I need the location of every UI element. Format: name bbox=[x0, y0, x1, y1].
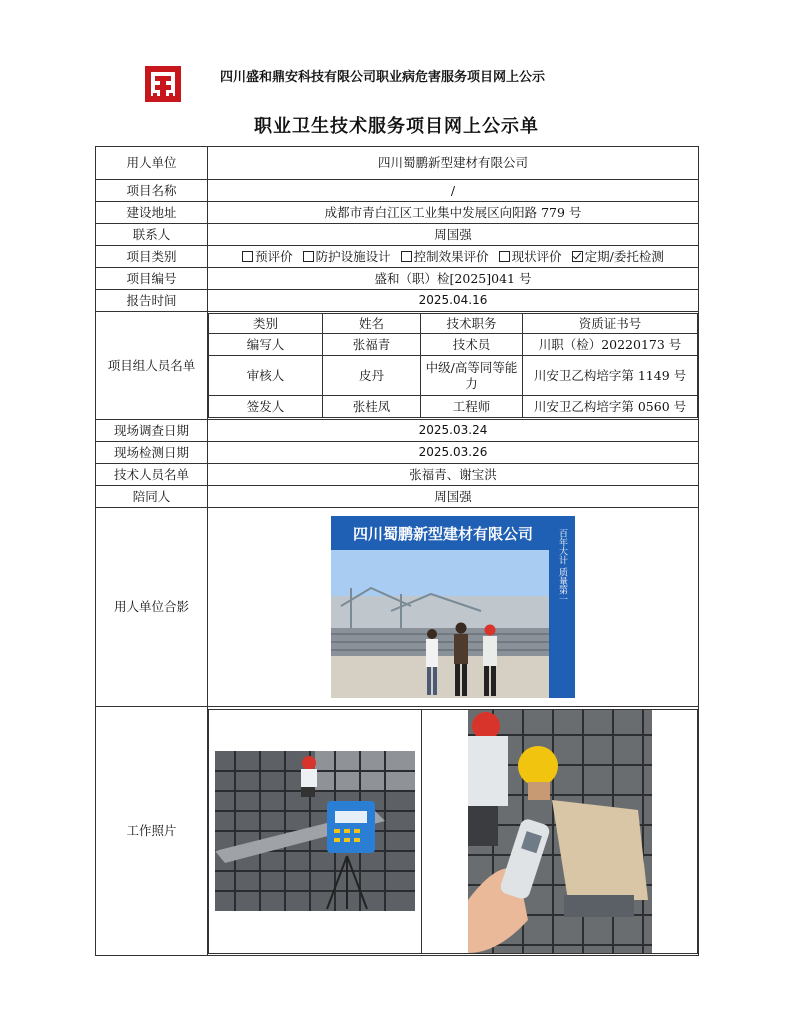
team-row bbox=[209, 396, 698, 418]
row-group-photo bbox=[96, 508, 699, 707]
company-logo bbox=[143, 64, 183, 104]
document-title: 职业卫生技术服务项目网上公示单 bbox=[254, 116, 539, 137]
pillar-slogan-text: 百年大计 质量第一 bbox=[557, 528, 567, 604]
work-photo-1 bbox=[215, 751, 415, 911]
row-category bbox=[96, 246, 699, 268]
label-contact: 联系人 bbox=[96, 224, 208, 246]
value-project-name: / bbox=[208, 180, 699, 202]
group-photo bbox=[331, 516, 575, 698]
label-project-name: 项目名称 bbox=[96, 180, 208, 202]
team-title: 技术员 bbox=[421, 334, 523, 356]
row-test-date bbox=[96, 442, 699, 464]
team-header: 资质证书号 bbox=[523, 314, 698, 334]
team-cert: 川安卫乙构培字第 1149 号 bbox=[523, 356, 698, 396]
label-technicians: 技术人员名单 bbox=[96, 464, 208, 486]
work-photos-cell bbox=[208, 707, 699, 956]
work-photo-cell-1 bbox=[209, 709, 422, 953]
team-header: 类别 bbox=[209, 314, 323, 334]
team-row bbox=[209, 356, 698, 396]
team-title: 中级/高等同等能力 bbox=[421, 356, 523, 396]
row-team bbox=[96, 312, 699, 420]
gate-sign-text: 四川蜀鹏新型建材有限公司 bbox=[352, 525, 534, 543]
value-employer: 四川蜀鹏新型建材有限公司 bbox=[208, 147, 699, 180]
team-name: 皮丹 bbox=[323, 356, 421, 396]
label-companion: 陪同人 bbox=[96, 486, 208, 508]
team-cert: 川职（检）20220173 号 bbox=[523, 334, 698, 356]
label-test-date: 现场检测日期 bbox=[96, 442, 208, 464]
row-technicians bbox=[96, 464, 699, 486]
category-option-pre-evaluation: 预评价 bbox=[242, 249, 293, 265]
checked-checkbox-icon bbox=[572, 251, 583, 262]
value-report-time: 2025.04.16 bbox=[208, 290, 699, 312]
checkbox-icon bbox=[401, 251, 412, 262]
team-header: 姓名 bbox=[323, 314, 421, 334]
work-photo-cell-2 bbox=[422, 709, 698, 953]
label-report-time: 报告时间 bbox=[96, 290, 208, 312]
team-row bbox=[209, 334, 698, 356]
category-option-status-evaluation: 现状评价 bbox=[499, 249, 562, 265]
page-header bbox=[140, 60, 700, 106]
row-work-photos bbox=[96, 707, 699, 956]
label-employer: 用人单位 bbox=[96, 147, 208, 180]
value-survey-date: 2025.03.24 bbox=[208, 420, 699, 442]
row-employer bbox=[96, 147, 699, 180]
team-table bbox=[208, 313, 698, 418]
team-cert: 川安卫乙构培字第 0560 号 bbox=[523, 396, 698, 418]
row-survey-date bbox=[96, 420, 699, 442]
row-project-name bbox=[96, 180, 699, 202]
checkbox-icon bbox=[242, 251, 253, 262]
team-role: 审核人 bbox=[209, 356, 323, 396]
category-option-protection-design: 防护设施设计 bbox=[303, 249, 391, 265]
team-name: 张桂凤 bbox=[323, 396, 421, 418]
value-contact: 周国强 bbox=[208, 224, 699, 246]
row-address bbox=[96, 202, 699, 224]
row-contact bbox=[96, 224, 699, 246]
label-survey-date: 现场调查日期 bbox=[96, 420, 208, 442]
label-work-photos: 工作照片 bbox=[96, 707, 208, 956]
value-companion: 周国强 bbox=[208, 486, 699, 508]
label-category: 项目类别 bbox=[96, 246, 208, 268]
worker-figure bbox=[301, 756, 317, 797]
team-table-cell bbox=[208, 312, 699, 420]
value-test-date: 2025.03.26 bbox=[208, 442, 699, 464]
checkbox-icon bbox=[499, 251, 510, 262]
label-project-no: 项目编号 bbox=[96, 268, 208, 290]
value-project-no: 盛和（职）检[2025]041 号 bbox=[208, 268, 699, 290]
work-photos-row bbox=[209, 709, 698, 953]
label-address: 建设地址 bbox=[96, 202, 208, 224]
category-option-control-effect: 控制效果评价 bbox=[401, 249, 489, 265]
team-role: 签发人 bbox=[209, 396, 323, 418]
row-report-time bbox=[96, 290, 699, 312]
value-technicians: 张福青、谢宝洪 bbox=[208, 464, 699, 486]
work-photos-grid bbox=[208, 709, 698, 954]
category-options bbox=[208, 246, 699, 268]
team-name: 张福青 bbox=[323, 334, 421, 356]
row-project-no bbox=[96, 268, 699, 290]
company-line: 四川盛和鼎安科技有限公司职业病危害服务项目网上公示 bbox=[220, 70, 546, 85]
category-option-periodic-testing: 定期/委托检测 bbox=[572, 249, 664, 265]
team-role: 编写人 bbox=[209, 334, 323, 356]
team-header: 技术职务 bbox=[421, 314, 523, 334]
label-group-photo: 用人单位合影 bbox=[96, 508, 208, 707]
team-header-row bbox=[209, 314, 698, 334]
checkbox-icon bbox=[303, 251, 314, 262]
value-address: 成都市青白江区工业集中发展区向阳路 779 号 bbox=[208, 202, 699, 224]
row-companion bbox=[96, 486, 699, 508]
team-title: 工程师 bbox=[421, 396, 523, 418]
group-photo-cell bbox=[208, 508, 699, 707]
label-team: 项目组人员名单 bbox=[96, 312, 208, 420]
disclosure-form bbox=[95, 146, 699, 956]
work-photo-2 bbox=[468, 710, 652, 953]
